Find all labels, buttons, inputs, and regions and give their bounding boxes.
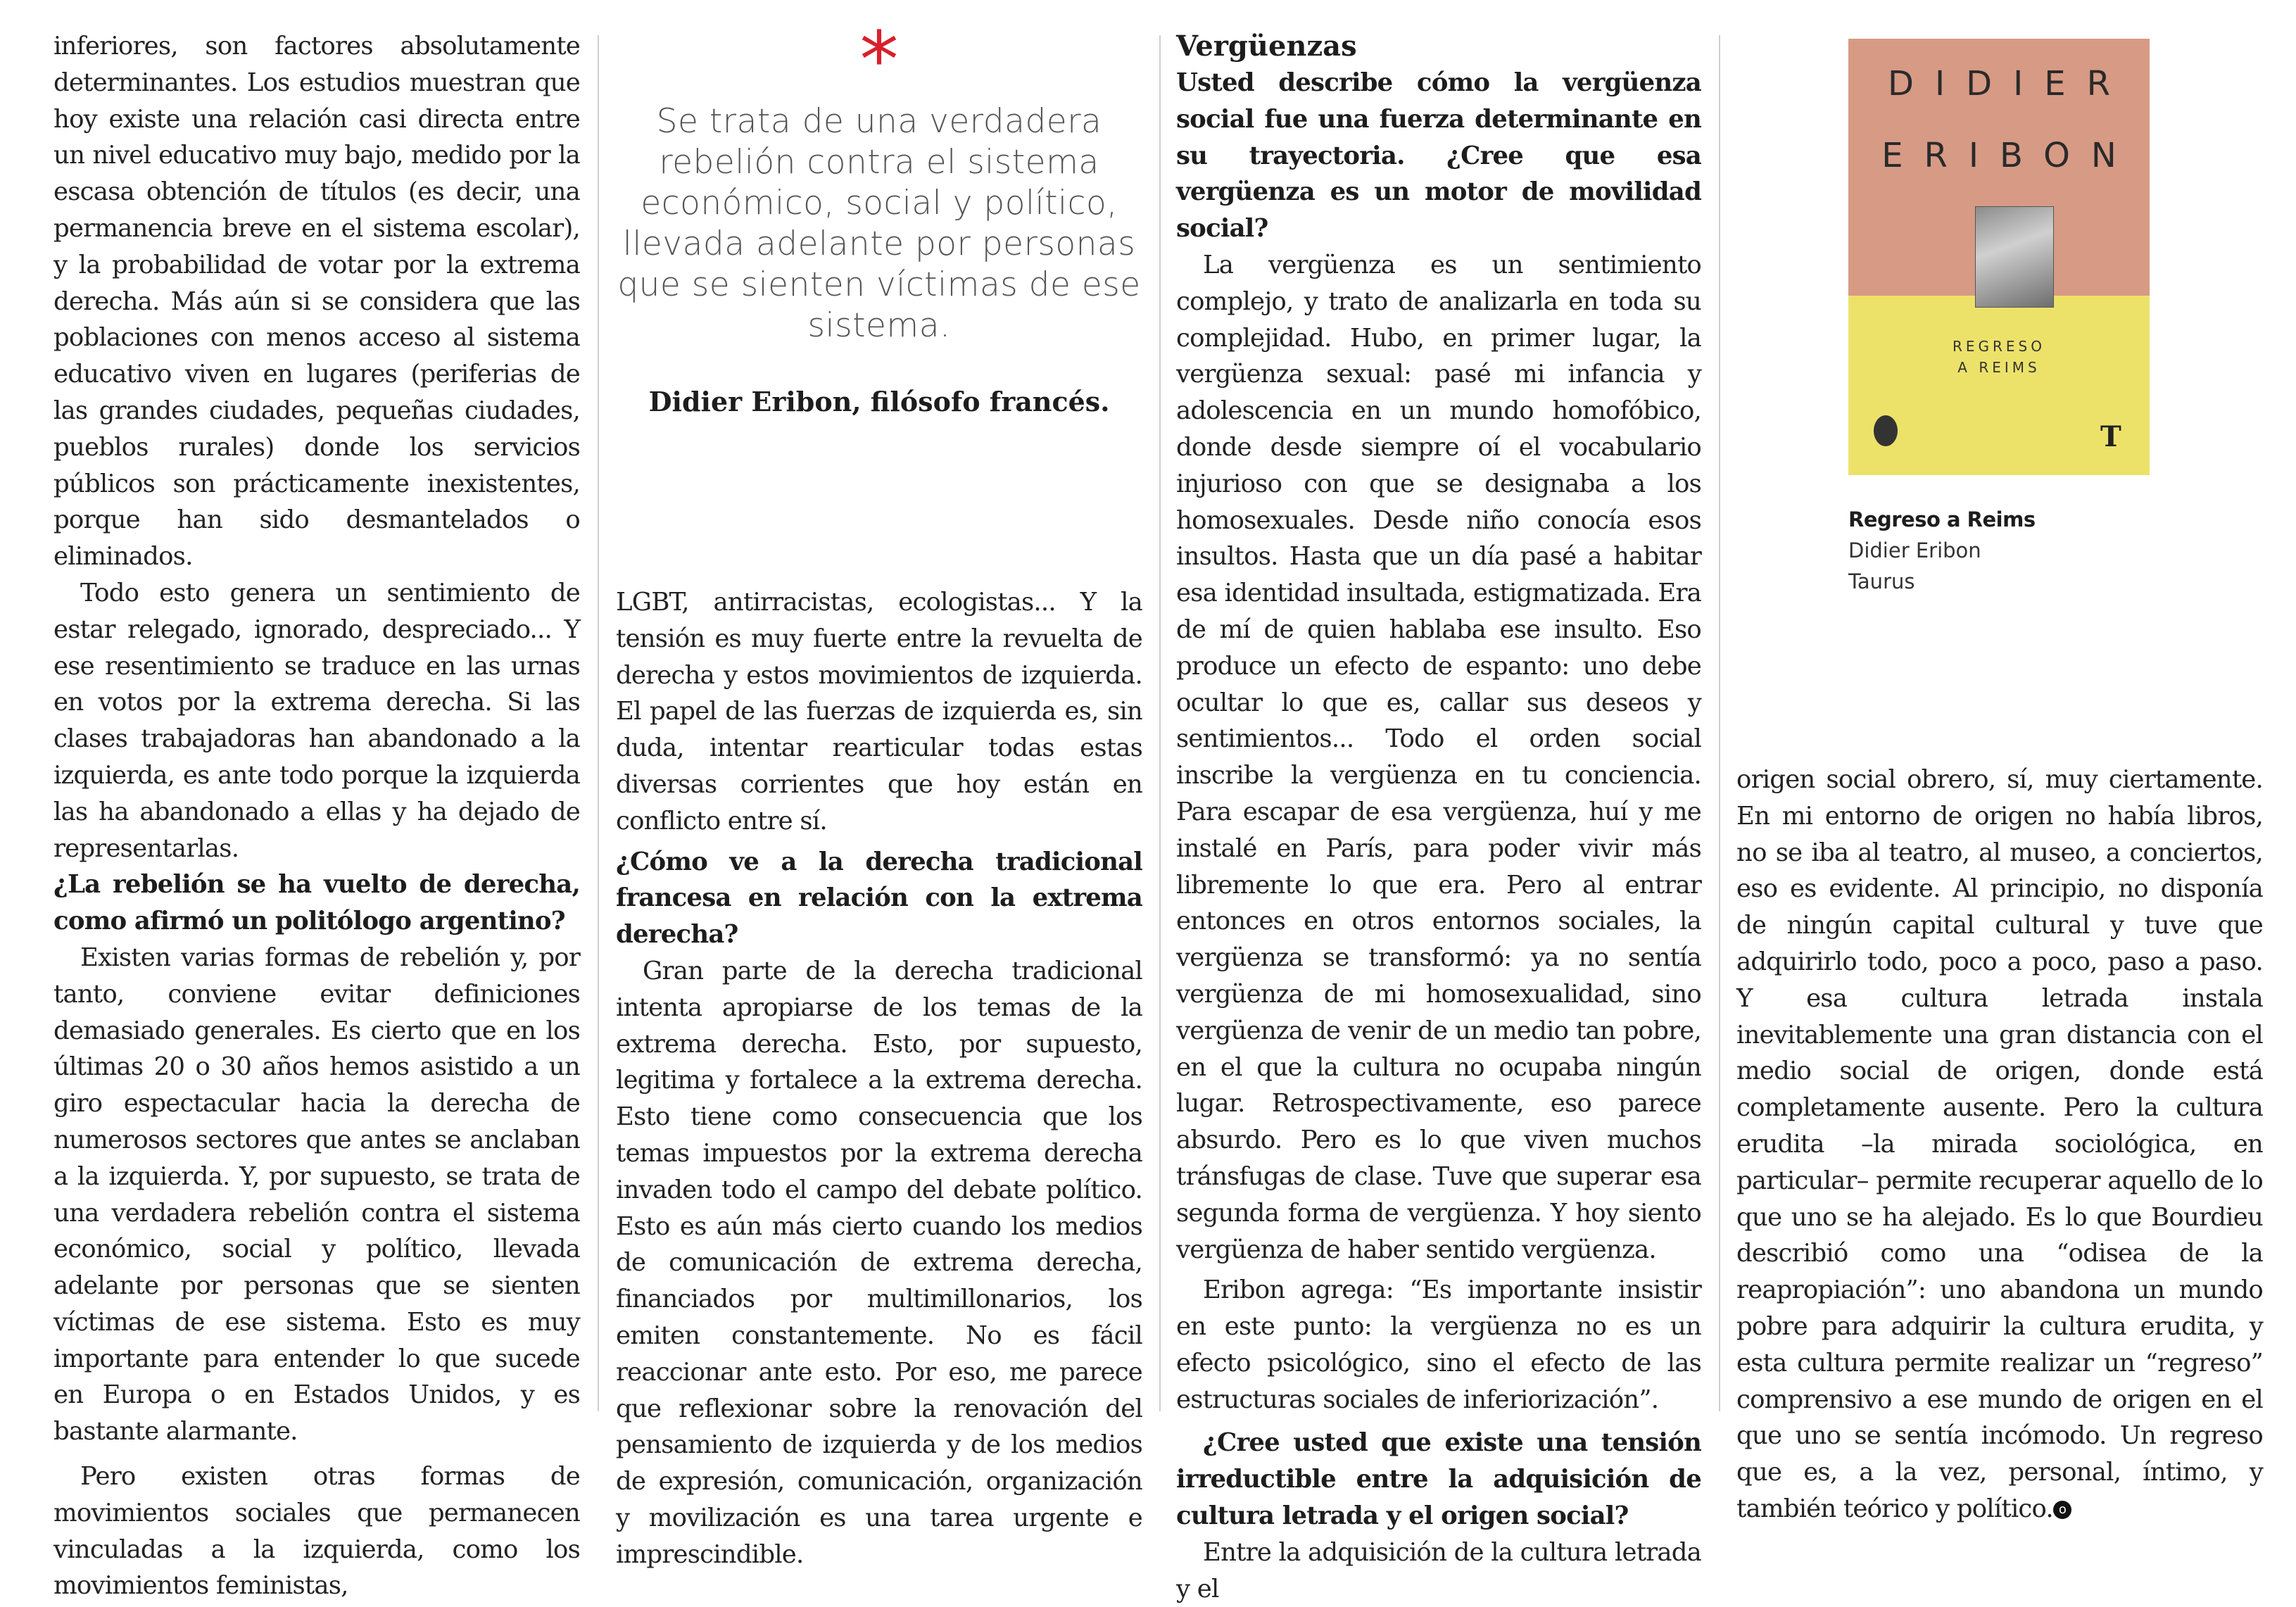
- cover-title-line-2: A REIMS: [1957, 359, 2040, 376]
- end-mark-icon: o: [2053, 1501, 2071, 1519]
- book-info: [1848, 504, 2036, 597]
- taurus-logo-icon: T: [2100, 420, 2121, 453]
- col3-paragraph-3: Entre la adquisición de la cultura letrada y el: [1176, 1537, 1701, 1603]
- book-publisher: Taurus: [1848, 569, 1915, 593]
- col4-paragraph-1: [1736, 762, 2263, 1527]
- col3-question-1: Usted describe cómo la vergüenza social fue una fuerza determinante en su trayectoria. ¿Cree que esa vergüenza es un motor de movilidad social?: [1176, 68, 1701, 244]
- column-divider-3: [1719, 35, 1720, 1411]
- col1-paragraph-2: Todo esto genera un sentimiento de estar relegado, ignorado, despreciado... Y ese resentimiento se traduce en las urnas en votos por la extrema derecha. Si las clases trabajadoras han abandonado a la izquierda, es ante todo porque la izquierda las ha abandonado a ellas y ha dejado de representarlas.: [53, 578, 580, 863]
- book-title: Regreso a Reims: [1848, 508, 2036, 531]
- col4-paragraph-1-text: origen social obrero, sí, muy ciertamente. En mi entorno de origen no había libros, no se iba al teatro, al museo, a conciertos, eso es evidente. Al principio, no disponía de ningún capital cultural y tuve que adquirirlo todo, poco a poco, paso a paso. Y esa cultura letrada instala inevitablemente una gran distancia con el medio social de origen, donde está completamente ausente. Pero la cultura erudita –la mirada sociológica, en particular– permite recuperar aquello de lo que uno se ha alejado. Es lo que Bourdieu describió como una “odisea de la reapropiación”: uno abandona un mundo pobre para adquirir la cultura erudita, y esta cultura permite realizar un “regreso” comprensivo a ese mundo de origen en el que uno se sentía incómodo. Un regreso que es, a la vez, personal, íntimo, y también teórico y político.: [1736, 765, 2263, 1523]
- col3-paragraph-2: Eribon agrega: “Es importante insistir en este punto: la vergüenza no es un efecto psicológico, sino el efecto de las estructuras sociales de inferiorización”.: [1176, 1275, 1701, 1414]
- col2-question-1: ¿Cómo ve a la derecha tradicional francesa en relación con la extrema derecha?: [616, 847, 1142, 950]
- publisher-logo-icon: [1874, 415, 1898, 446]
- cover-author-first: DIDIER: [1888, 64, 2131, 103]
- col3-question-2: ¿Cree usted que existe una tensión irreductible entre la adquisición de cultura letrada y el origen social?: [1176, 1428, 1701, 1531]
- asterisk-icon: *: [859, 15, 899, 105]
- col2-paragraph-2: Gran parte de la derecha tradicional intenta apropiarse de los temas de la extrema derecha. Esto, por supuesto, legitima y fortalece a la extrema derecha. Esto tiene como consecuencia que los temas impuestos por la extrema derecha invaden todo el campo del debate político. Esto es aún más cierto cuando los medios de comunicación de extrema derecha, financiados por multimillonarios, los emiten constantemente. No es fácil reaccionar ante esto. Por eso, me parece que reflexionar sobre la renovación del pensamiento de izquierda y de los medios de expresión, comunicación, organización y movilización es una tarea urgente e imprescindible.: [616, 956, 1142, 1569]
- cover-photo: [1975, 206, 2054, 308]
- pullquote-text: Se trata de una verdadera rebelión contra el sistema económico, social y político, llevada adelante por personas que se sienten víctimas de ese sistema.: [617, 102, 1141, 345]
- col1-question-1: ¿La rebelión se ha vuelto de derecha, como afirmó un politólogo argentino?: [53, 870, 580, 936]
- col1-paragraph-1: inferiores, son factores absolutamente determinantes. Los estudios muestran que hoy existe una relación casi directa entre un nivel educativo muy bajo, medido por la escasa obtención de títulos (es decir, una permanencia breve en el sistema escolar), y la probabilidad de votar por la extrema derecha. Más aún si se considera que las poblaciones con menos acceso al sistema educativo viven en lugares (periferias de las grandes ciudades, pequeñas ciudades, pueblos rurales) donde los servicios públicos son prácticamente inexistentes, porque han sido desmantelados o eliminados.: [53, 32, 580, 572]
- col1-paragraph-3: Existen varias formas de rebelión y, por tanto, conviene evitar definiciones demasiado generales. Es cierto que en los últimas 20 o 30 años hemos asistido a un giro espectacular hacia la derecha de numerosos sectores que antes se anclaban a la izquierda. Y, por supuesto, se trata de una verdadera rebelión contra el sistema económico, social y político, llevada adelante por personas que se sienten víctimas de ese sistema. Esto es muy importante para entender lo que sucede en Europa o en Estados Unidos, y es bastante alarmante.: [53, 943, 580, 1447]
- col1-paragraph-4: Pero existen otras formas de movimientos sociales que permanecen vinculadas a la izquierda, como los movimientos feministas,: [53, 1462, 580, 1601]
- pullquote: [616, 15, 1142, 584]
- col2-paragraph-1: LGBT, antirracistas, ecologistas... Y la tensión es muy fuerte entre la revuelta de derecha y estos movimientos de izquierda. El papel de las fuerzas de izquierda es, sin duda, intentar rearticular todas estas diversas corrientes que hoy están en conflicto entre sí.: [616, 588, 1142, 836]
- col3-paragraph-1: La vergüenza es un sentimiento complejo, y trato de analizarla en toda su complejidad. Hubo, en primer lugar, la vergüenza sexual: pasé mi infancia y adolescencia en un mundo homofóbico, donde desde siempre oí el vocabulario injurioso con que se designaba a los homosexuales. Desde niño conocía esos insultos. Hasta que un día pasé a habitar esa identidad insultada, estigmatizada. Era de mí de quien hablaba ese insulto. Eso produce un efecto de espanto: uno debe ocultar lo que es, callar sus deseos y sentimientos... Todo el orden social inscribe la vergüenza en tu conciencia. Para escapar de esa vergüenza, huí y me instalé en París, para poder vivir más libremente lo que era. Pero al entrar entonces en otros entornos sociales, la vergüenza se transformó: ya no sentía vergüenza de mi homosexualidad, sino vergüenza de venir de un medio tan pobre, en el que la cultura no ocupaba ningún lugar. Retrospectivamente, eso parece absurdo. Pero es lo que viven muchos tránsfugas de clase. Tuve que superar esa segunda forma de vergüenza. Y hoy siento vergüenza de haber sentido vergüenza.: [1176, 250, 1701, 1264]
- column-2: [616, 15, 1142, 1573]
- column-divider-2: [1159, 35, 1161, 1411]
- column-3: [1176, 28, 1701, 1607]
- book-author: Didier Eribon: [1848, 538, 1981, 562]
- column-4: [1736, 762, 2263, 1527]
- pullquote-attribution: Didier Eribon, filósofo francés.: [648, 386, 1110, 417]
- cover-author-last: ERIBON: [1881, 136, 2138, 175]
- book-cover: [1848, 39, 2150, 475]
- column-1: [53, 28, 580, 1604]
- section-title: Vergüenzas: [1176, 30, 1357, 63]
- cover-title-line-1: REGRESO: [1952, 338, 2045, 355]
- column-divider-1: [598, 35, 599, 1411]
